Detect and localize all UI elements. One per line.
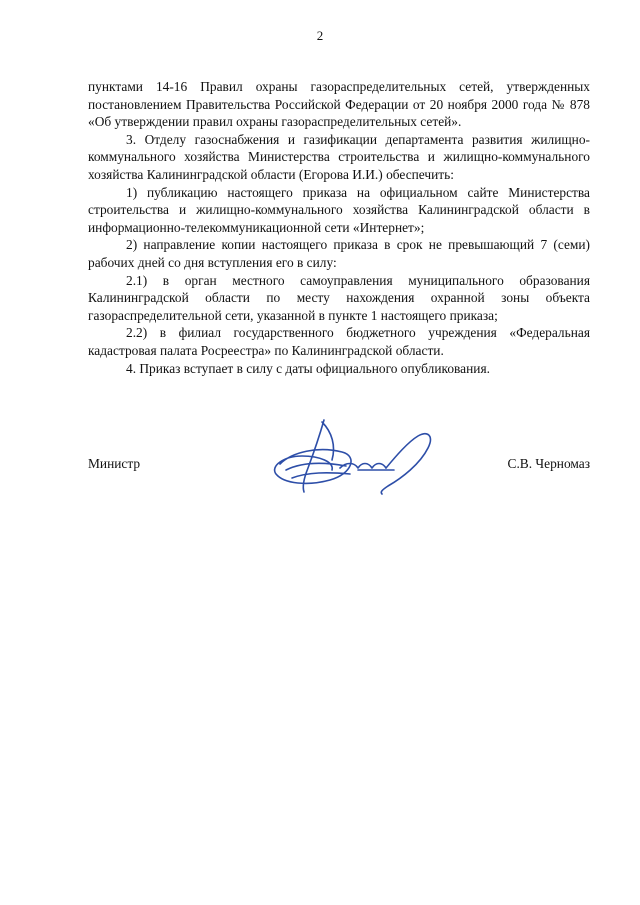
- signatory-title: Министр: [88, 456, 141, 471]
- paragraph-item-2-1: 2.1) в орган местного самоуправления муниципального образования Калининградской области по месту нахождения охранной зоны объекта газораспределительной сети, указанной в пункте 1 настоящего приказа;: [88, 272, 590, 323]
- paragraph-item-3-1: 1) публикацию настоящего приказа на официальном сайте Министерства строительства и жилищно-коммунального хозяйства Калининградской области в информационно-телекоммуникационной сети «Интернет»;: [88, 184, 590, 235]
- paragraph-item-2-2: 2.2) в филиал государственного бюджетного учреждения «Федеральная кадастровая палата Росреестра» по Калининградской области.: [88, 325, 590, 358]
- paragraph-continuation: пунктами 14-16 Правил охраны газораспределительных сетей, утвержденных постановлением Правительства Российской Федерации от 20 ноября 2000 года № 878 «Об утверждении правил охраны газораспределительных сетей».: [88, 79, 590, 130]
- paragraph-item-4: 4. Приказ вступает в силу с даты официального опубликования.: [126, 360, 490, 376]
- paragraph-item-3-2: 2) направление копии настоящего приказа в срок не превышающий 7 (семи) рабочих дней со дня вступления его в силу:: [88, 237, 590, 270]
- paragraph-item-3: 3. Отделу газоснабжения и газификации департамента развития жилищно-коммунального хозяйства Министерства строительства и жилищно-коммунального хозяйства Калининградской области (Егорова И.И.) обеспечить:: [88, 131, 590, 182]
- signatory-name: С.В. Черномаз: [507, 456, 590, 471]
- document-body: [88, 78, 590, 377]
- page-number: 2: [316, 28, 324, 43]
- signature-row: [88, 454, 590, 478]
